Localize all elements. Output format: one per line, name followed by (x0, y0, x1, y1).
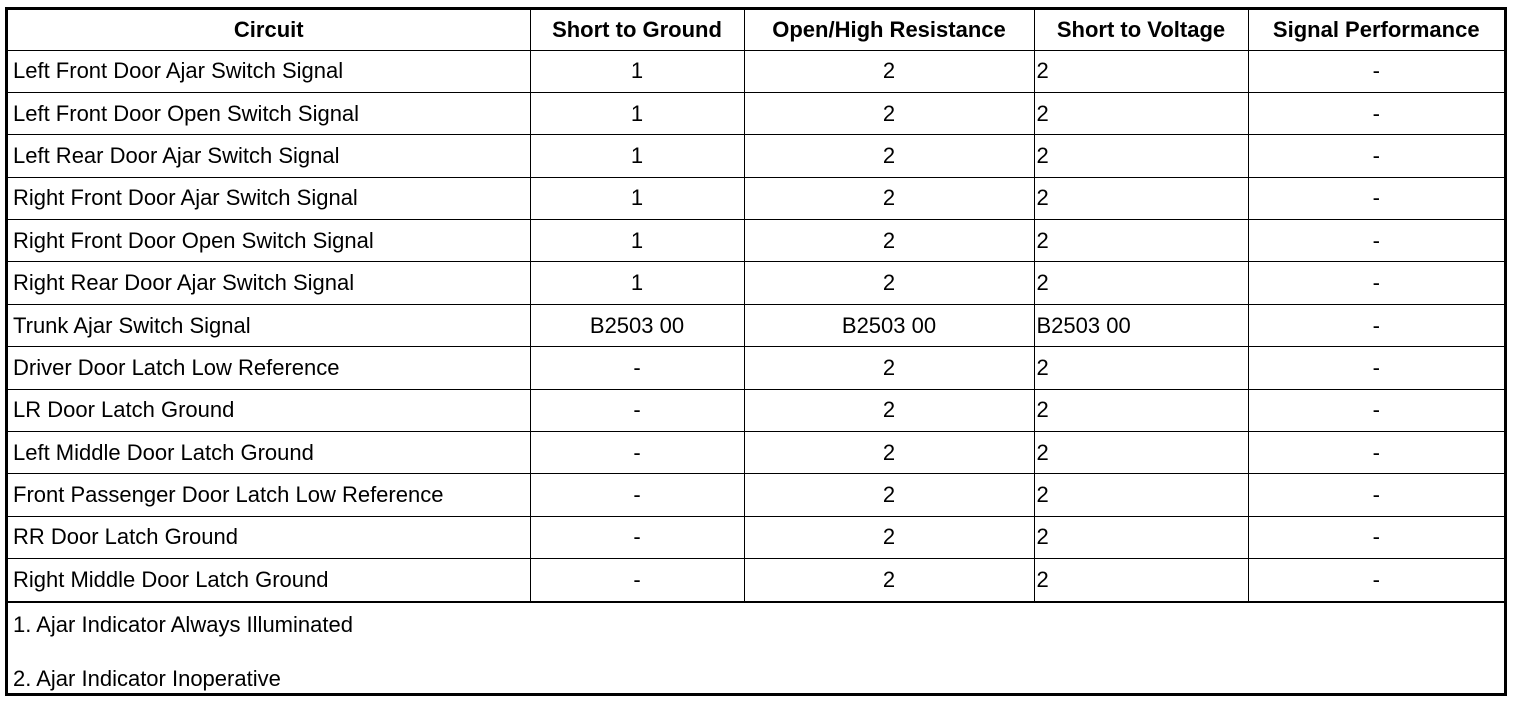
cell-short-to-ground: 1 (530, 50, 744, 92)
cell-short-to-ground: - (530, 474, 744, 516)
cell-short-to-voltage: 2 (1034, 135, 1248, 177)
cell-short-to-ground: - (530, 347, 744, 389)
table-header-row (8, 10, 1504, 50)
header-circuit: Circuit (8, 10, 530, 50)
cell-signal-performance: - (1248, 262, 1504, 304)
header-open-high-resistance: Open/High Resistance (744, 10, 1034, 50)
cell-short-to-voltage: 2 (1034, 262, 1248, 304)
cell-open-high-resistance: 2 (744, 135, 1034, 177)
cell-open-high-resistance: 2 (744, 347, 1034, 389)
cell-signal-performance: - (1248, 432, 1504, 474)
cell-signal-performance: - (1248, 92, 1504, 134)
table-body (8, 50, 1504, 601)
cell-signal-performance: - (1248, 389, 1504, 431)
cell-short-to-voltage: 2 (1034, 220, 1248, 262)
cell-open-high-resistance: 2 (744, 516, 1034, 558)
cell-open-high-resistance: 2 (744, 262, 1034, 304)
table-row (8, 177, 1504, 219)
cell-signal-performance: - (1248, 220, 1504, 262)
note-1: 1. Ajar Indicator Always Illuminated (13, 611, 353, 637)
header-short-to-ground: Short to Ground (530, 10, 744, 50)
cell-open-high-resistance: 2 (744, 177, 1034, 219)
circuit-fault-table (5, 7, 1507, 696)
cell-open-high-resistance: 2 (744, 432, 1034, 474)
cell-circuit: LR Door Latch Ground (8, 389, 530, 431)
cell-circuit: Left Front Door Ajar Switch Signal (8, 50, 530, 92)
cell-short-to-voltage: B2503 00 (1034, 304, 1248, 346)
table-row (8, 220, 1504, 262)
cell-short-to-voltage: 2 (1034, 432, 1248, 474)
cell-circuit: Right Rear Door Ajar Switch Signal (8, 262, 530, 304)
cell-circuit: Right Middle Door Latch Ground (8, 559, 530, 601)
header-signal-performance: Signal Performance (1248, 10, 1504, 50)
table-row (8, 516, 1504, 558)
table-row (8, 135, 1504, 177)
cell-short-to-ground: 1 (530, 220, 744, 262)
cell-circuit: Trunk Ajar Switch Signal (8, 304, 530, 346)
cell-circuit: Front Passenger Door Latch Low Reference (8, 474, 530, 516)
table-row (8, 262, 1504, 304)
table-row (8, 389, 1504, 431)
table-row (8, 50, 1504, 92)
cell-circuit: Right Front Door Ajar Switch Signal (8, 177, 530, 219)
cell-circuit: Left Front Door Open Switch Signal (8, 92, 530, 134)
cell-short-to-voltage: 2 (1034, 559, 1248, 601)
cell-short-to-voltage: 2 (1034, 177, 1248, 219)
cell-short-to-ground: - (530, 389, 744, 431)
cell-open-high-resistance: 2 (744, 220, 1034, 262)
table-row (8, 92, 1504, 134)
cell-short-to-voltage: 2 (1034, 92, 1248, 134)
cell-short-to-voltage: 2 (1034, 347, 1248, 389)
cell-signal-performance: - (1248, 50, 1504, 92)
cell-short-to-voltage: 2 (1034, 389, 1248, 431)
cell-circuit: Left Middle Door Latch Ground (8, 432, 530, 474)
cell-short-to-voltage: 2 (1034, 516, 1248, 558)
cell-signal-performance: - (1248, 347, 1504, 389)
cell-circuit: RR Door Latch Ground (8, 516, 530, 558)
cell-short-to-ground: 1 (530, 177, 744, 219)
cell-circuit: Left Rear Door Ajar Switch Signal (8, 135, 530, 177)
table-row (8, 304, 1504, 346)
cell-signal-performance: - (1248, 304, 1504, 346)
cell-short-to-ground: B2503 00 (530, 304, 744, 346)
cell-short-to-ground: 1 (530, 92, 744, 134)
cell-signal-performance: - (1248, 177, 1504, 219)
cell-signal-performance: - (1248, 474, 1504, 516)
cell-short-to-ground: 1 (530, 135, 744, 177)
cell-short-to-ground: - (530, 432, 744, 474)
table-row (8, 559, 1504, 601)
cell-signal-performance: - (1248, 135, 1504, 177)
cell-signal-performance: - (1248, 516, 1504, 558)
cell-circuit: Right Front Door Open Switch Signal (8, 220, 530, 262)
header-short-to-voltage: Short to Voltage (1034, 10, 1248, 50)
cell-short-to-ground: - (530, 559, 744, 601)
cell-short-to-voltage: 2 (1034, 50, 1248, 92)
cell-short-to-voltage: 2 (1034, 474, 1248, 516)
table-row (8, 432, 1504, 474)
cell-open-high-resistance: 2 (744, 474, 1034, 516)
table-row (8, 474, 1504, 516)
cell-signal-performance: - (1248, 559, 1504, 601)
cell-open-high-resistance: 2 (744, 92, 1034, 134)
fault-table-grid (8, 10, 1504, 602)
table-row (8, 347, 1504, 389)
cell-open-high-resistance: 2 (744, 559, 1034, 601)
cell-short-to-ground: - (530, 516, 744, 558)
note-2: 2. Ajar Indicator Inoperative (13, 665, 281, 691)
cell-open-high-resistance: 2 (744, 50, 1034, 92)
cell-open-high-resistance: 2 (744, 389, 1034, 431)
cell-short-to-ground: 1 (530, 262, 744, 304)
notes-section (8, 602, 1504, 691)
cell-open-high-resistance: B2503 00 (744, 304, 1034, 346)
cell-circuit: Driver Door Latch Low Reference (8, 347, 530, 389)
